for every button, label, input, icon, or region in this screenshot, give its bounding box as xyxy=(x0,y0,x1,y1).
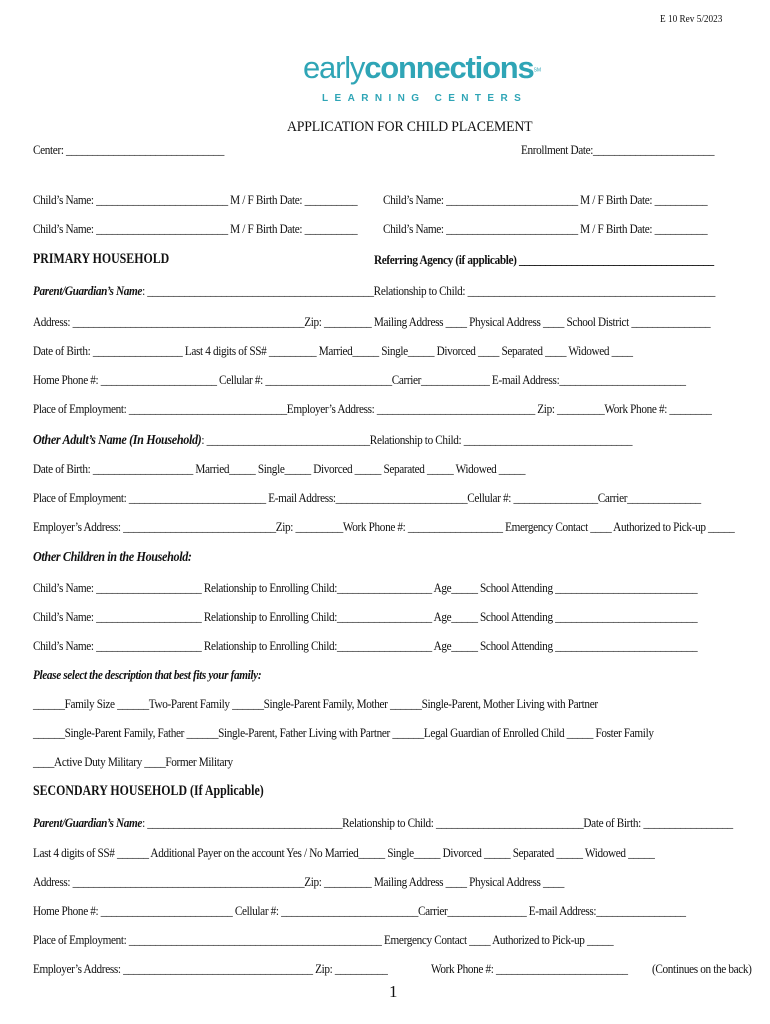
center-field[interactable]: Center: ______________________________ xyxy=(33,143,224,157)
logo xyxy=(303,50,541,86)
secondary-household-heading: SECONDARY HOUSEHOLD (If Applicable) xyxy=(33,783,264,799)
secondary-parent-blank[interactable]: : _____________________________________Relationship to Child: ____________________________Date of Birth: _________________ xyxy=(142,816,733,830)
dob-marital-row[interactable]: Date of Birth: _________________ Last 4 digits of SS# _________ Married_____ Single_____ Divorced ____ Separated ____ Widowed ____ xyxy=(33,344,633,358)
page-number: 1 xyxy=(389,982,398,1001)
parent-guardian-name-blank[interactable]: : ___________________________________________Relationship to Child: _______________________________________________ xyxy=(142,284,716,298)
phone-row[interactable]: Home Phone #: ______________________ Cellular #: ________________________Carrier_____________ E-mail Address:________________________ xyxy=(33,373,686,387)
secondary-parent-label: Parent/Guardian’s Name xyxy=(33,816,143,830)
logo-subtitle: LEARNING CENTERS xyxy=(322,93,528,104)
address-row[interactable]: Address: ____________________________________________Zip: _________ Mailing Address ____ Physical Address ____ School District _______________ xyxy=(33,315,711,329)
child-4-field[interactable]: Child’s Name: _________________________ M / F Birth Date: __________ xyxy=(383,222,708,236)
logo-text-bold: connections xyxy=(364,50,534,85)
secondary-ss-row[interactable]: Last 4 digits of SS# ______ Additional Payer on the account Yes / No Married_____ Single_____ Divorced _____ Separated _____ Widowed _____ xyxy=(33,846,655,860)
family-description-row[interactable]: ______Family Size ______Two-Parent Family ______Single-Parent Family, Mother ______Single-Parent, Mother Living with Partner xyxy=(33,697,598,711)
other-adult-dob-row[interactable]: Date of Birth: ___________________ Married_____ Single_____ Divorced _____ Separated _____ Widowed _____ xyxy=(33,462,526,476)
employment-row[interactable]: Place of Employment: ______________________________Employer’s Address: ______________________________ Zip: _________Work Phone #: ________ xyxy=(33,402,712,416)
other-child-row[interactable]: Child’s Name: ____________________ Relationship to Enrolling Child:__________________ Age_____ School Attending ___________________________ xyxy=(33,581,698,595)
secondary-parent-row[interactable] xyxy=(33,816,733,831)
other-adult-blank[interactable]: : _______________________________Relationship to Child: ________________________________ xyxy=(201,433,633,447)
other-child-row[interactable]: Child’s Name: ____________________ Relationship to Enrolling Child:__________________ Age_____ School Attending ___________________________ xyxy=(33,610,698,624)
other-adult-employer-row[interactable]: Employer’s Address: _____________________________Zip: _________Work Phone #: __________________ Emergency Contact ____ Authorized to Pick-up _____ xyxy=(33,520,735,534)
other-child-row[interactable]: Child’s Name: ____________________ Relationship to Enrolling Child:__________________ Age_____ School Attending ___________________________ xyxy=(33,639,698,653)
parent-guardian-name-label: Parent/Guardian’s Name xyxy=(33,284,143,298)
child-1-field[interactable]: Child’s Name: _________________________ M / F Birth Date: __________ xyxy=(33,193,358,207)
referring-agency-field[interactable]: Referring Agency (if applicable) _____________________________________ xyxy=(374,253,714,267)
primary-household-heading: PRIMARY HOUSEHOLD xyxy=(33,251,170,267)
secondary-work-phone-field[interactable]: Work Phone #: _________________________ xyxy=(431,962,628,976)
revision-code: E 10 Rev 5/2023 xyxy=(660,14,723,25)
military-row[interactable]: ____Active Duty Military ____Former Military xyxy=(33,755,233,769)
other-adult-employment-row[interactable]: Place of Employment: __________________________ E-mail Address:_________________________Cellular #: ________________Carrier______________ xyxy=(33,491,701,505)
form-title: APPLICATION FOR CHILD PLACEMENT xyxy=(287,119,533,135)
logo-text-light: early xyxy=(303,50,365,85)
child-2-field[interactable]: Child’s Name: _________________________ M / F Birth Date: __________ xyxy=(383,193,708,207)
continues-note: (Continues on the back) xyxy=(652,962,752,976)
secondary-employer-field[interactable]: Employer’s Address: ____________________________________ Zip: __________ xyxy=(33,962,388,976)
parent-guardian-name-row[interactable] xyxy=(33,284,715,299)
other-adult-label: Other Adult’s Name (In Household) xyxy=(33,432,202,447)
enrollment-date-field[interactable]: Enrollment Date:_______________________ xyxy=(521,143,715,157)
other-adult-row[interactable] xyxy=(33,432,632,448)
other-children-heading: Other Children in the Household: xyxy=(33,549,192,564)
child-3-field[interactable]: Child’s Name: _________________________ M / F Birth Date: __________ xyxy=(33,222,358,236)
secondary-employment-row[interactable]: Place of Employment: ________________________________________________ Emergency Contact ____ Authorized to Pick-up _____ xyxy=(33,933,614,947)
family-description-row[interactable]: ______Single-Parent Family, Father ______Single-Parent, Father Living with Partner ______Legal Guardian of Enrolled Child _____ Foster Family xyxy=(33,726,654,740)
family-description-heading: Please select the description that best fits your family: xyxy=(33,668,262,682)
secondary-phone-row[interactable]: Home Phone #: _________________________ Cellular #: __________________________Carrier_______________ E-mail Address:_________________ xyxy=(33,904,686,918)
secondary-address-row[interactable]: Address: ____________________________________________Zip: _________ Mailing Address ____ Physical Address ____ xyxy=(33,875,565,889)
service-mark: SM xyxy=(533,67,542,74)
